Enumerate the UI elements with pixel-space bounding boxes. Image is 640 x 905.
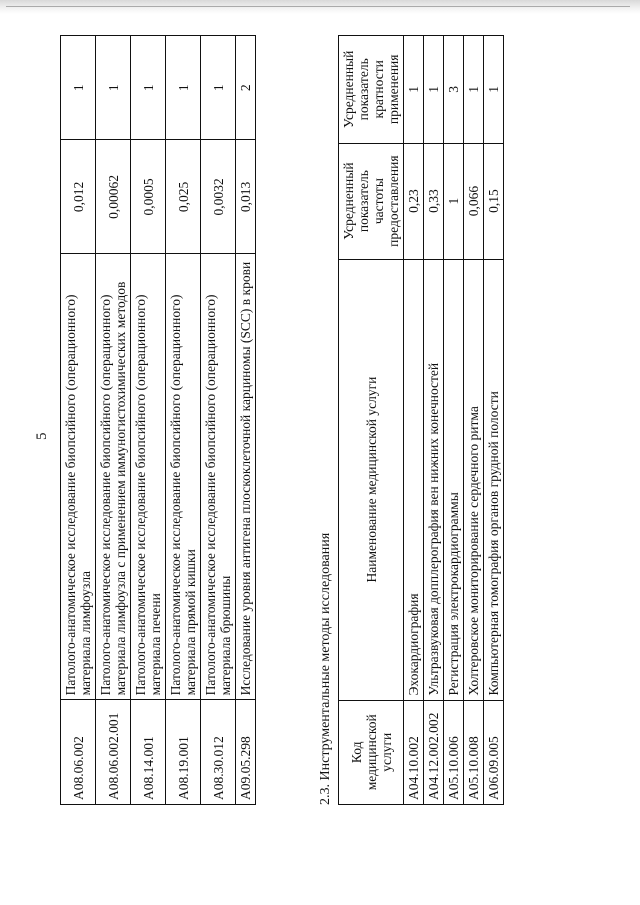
cell-frequency: 0,33 bbox=[424, 143, 444, 259]
cell-multiplicity: 1 bbox=[484, 36, 504, 144]
cell-name: Патолого-анатомическое исследование биопсийного (операционного) материала брюшины bbox=[201, 254, 236, 700]
table-row bbox=[464, 36, 484, 805]
cell-frequency: 0,00062 bbox=[96, 140, 131, 254]
cell-frequency: 0,23 bbox=[404, 143, 424, 259]
cell-code: A08.14.001 bbox=[131, 700, 166, 805]
table-row bbox=[236, 36, 256, 805]
table-instrumental-body bbox=[404, 36, 504, 805]
cell-multiplicity: 1 bbox=[96, 36, 131, 140]
cell-code: A08.30.012 bbox=[201, 700, 236, 805]
cell-name: Патолого-анатомическое исследование биопсийного (операционного) материала прямой кишки bbox=[166, 254, 201, 700]
cell-frequency: 0,013 bbox=[236, 140, 256, 254]
header-code: Код медицинской услуги bbox=[339, 700, 404, 804]
table-row bbox=[201, 36, 236, 805]
cell-frequency: 1 bbox=[444, 143, 464, 259]
cell-code: A09.05.298 bbox=[236, 700, 256, 805]
cell-name: Эхокардиография bbox=[404, 259, 424, 700]
cell-code: A08.06.002.001 bbox=[96, 700, 131, 805]
cell-name: Ультразвуковая допплерография вен нижних конечностей bbox=[424, 259, 444, 700]
cell-frequency: 0,15 bbox=[484, 143, 504, 259]
table-pathology bbox=[60, 35, 256, 805]
cell-frequency: 0,012 bbox=[61, 140, 96, 254]
cell-name: Исследование уровня антигена плоскоклеточной карциномы (SCC) в крови bbox=[236, 254, 256, 700]
cell-frequency: 0,025 bbox=[166, 140, 201, 254]
table-row bbox=[424, 36, 444, 805]
cell-name: Патолого-анатомическое исследование биопсийного (операционного) материала лимфоузла bbox=[61, 254, 96, 700]
cell-multiplicity: 1 bbox=[166, 36, 201, 140]
cell-multiplicity: 1 bbox=[404, 36, 424, 144]
cell-name: Холтеровское мониторирование сердечного ритма bbox=[464, 259, 484, 700]
table-instrumental bbox=[338, 35, 504, 805]
cell-code: A08.06.002 bbox=[61, 700, 96, 805]
cell-code: A05.10.008 bbox=[464, 700, 484, 804]
header-row bbox=[339, 36, 404, 805]
table-row bbox=[444, 36, 464, 805]
table-header bbox=[339, 36, 404, 805]
cell-multiplicity: 1 bbox=[61, 36, 96, 140]
cell-name: Патолого-анатомическое исследование биопсийного (операционного) материала лимфоузла с применением иммуногистохимических методов bbox=[96, 254, 131, 700]
cell-name: Компьютерная томография органов грудной полости bbox=[484, 259, 504, 700]
table-row bbox=[484, 36, 504, 805]
table-row bbox=[96, 36, 131, 805]
table-pathology-body bbox=[61, 36, 256, 805]
cell-multiplicity: 1 bbox=[424, 36, 444, 144]
header-frequency: Усредненный показатель частоты предоставления bbox=[339, 143, 404, 259]
header-name: Наименование медицинской услуги bbox=[339, 259, 404, 700]
cell-multiplicity: 1 bbox=[201, 36, 236, 140]
cell-name: Патолого-анатомическое исследование биопсийного (операционного) материала печени bbox=[131, 254, 166, 700]
table-row bbox=[166, 36, 201, 805]
cell-code: A06.09.005 bbox=[484, 700, 504, 804]
cell-code: A04.12.002.002 bbox=[424, 700, 444, 804]
page-number: 5 bbox=[34, 432, 50, 440]
cell-frequency: 0,0005 bbox=[131, 140, 166, 254]
cell-code: A05.10.006 bbox=[444, 700, 464, 804]
cell-multiplicity: 3 bbox=[444, 36, 464, 144]
cell-multiplicity: 2 bbox=[236, 36, 256, 140]
cell-code: A08.19.001 bbox=[166, 700, 201, 805]
cell-code: A04.10.002 bbox=[404, 700, 424, 804]
section-title: 2.3. Инструментальные методы исследования bbox=[318, 532, 333, 805]
cell-frequency: 0,0032 bbox=[201, 140, 236, 254]
cell-multiplicity: 1 bbox=[464, 36, 484, 144]
cell-frequency: 0,066 bbox=[464, 143, 484, 259]
cell-multiplicity: 1 bbox=[131, 36, 166, 140]
table-row bbox=[404, 36, 424, 805]
table-row bbox=[61, 36, 96, 805]
cell-name: Регистрация электрокардиограммы bbox=[444, 259, 464, 700]
header-multiplicity: Усредненный показатель кратности применения bbox=[339, 36, 404, 144]
table-row bbox=[131, 36, 166, 805]
